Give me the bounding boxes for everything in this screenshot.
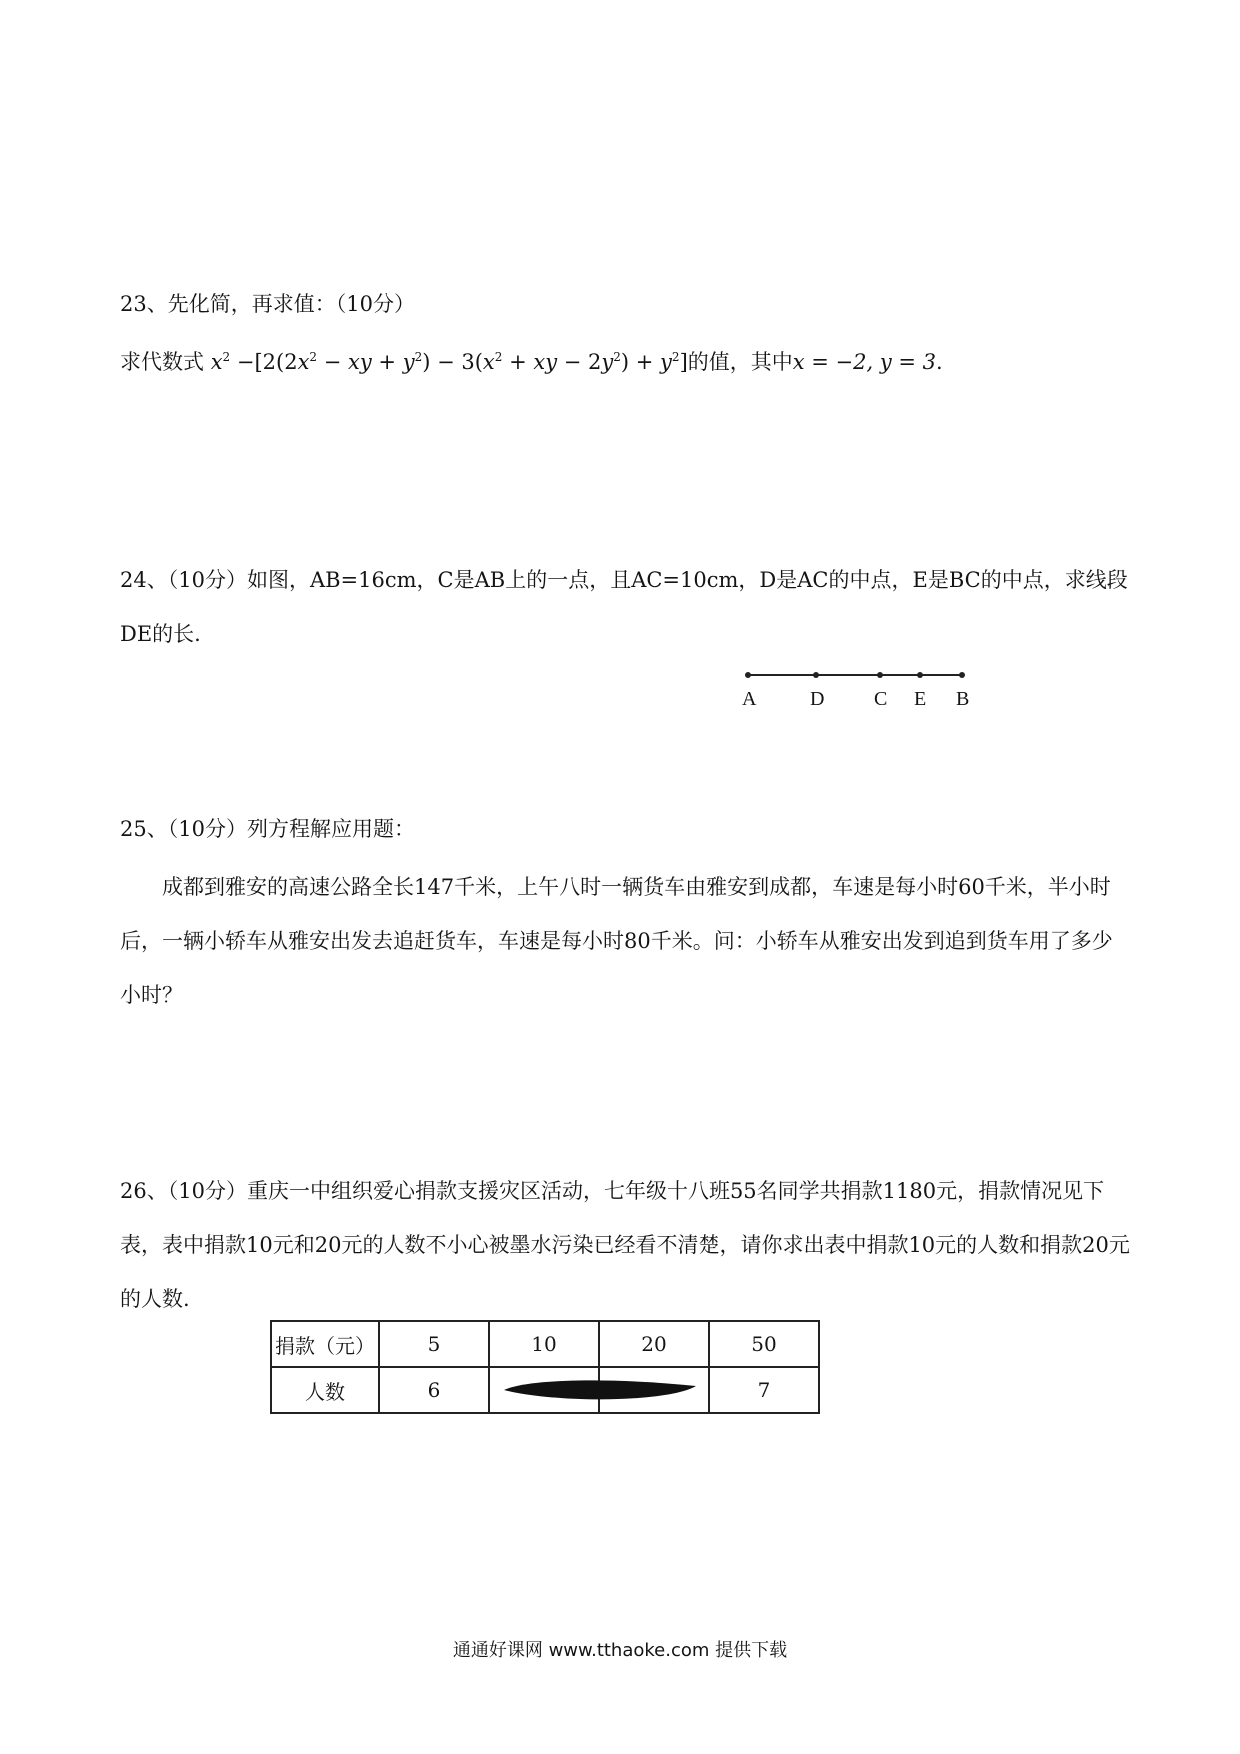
q23-expression-line (120, 350, 943, 375)
q23-suffix: 的值，其中 (687, 350, 793, 374)
table-header-amount: 捐款（元） (271, 1321, 379, 1367)
point-c-label: C (874, 688, 888, 710)
q26-text: 26、（10分）重庆一中组织爱心捐款支援灾区活动，七年级十八班55名同学共捐款1180元，捐款情况见下表，表中捐款10元和20元的人数不小心被墨水污染已经看不清楚，请你求出表中捐款10元的人数和捐款20元的人数. (120, 1179, 1130, 1311)
point-e-label: E (914, 688, 927, 710)
point-d-label: D (810, 688, 825, 710)
q23-heading: 23、先化简，再求值：（10分） (120, 292, 415, 316)
table-cell: 5 (379, 1321, 489, 1367)
table-cell: 20 (599, 1321, 709, 1367)
ink-blot (500, 1376, 700, 1406)
table-row (271, 1321, 819, 1367)
q25-body: 成都到雅安的高速公路全长147千米，上午八时一辆货车由雅安到成都，车速是每小时60千米，半小时后，一辆小轿车从雅安出发去追赶货车，车速是每小时80千米。问：小轿车从雅安出发到追到货车用了多少小时？ (120, 875, 1113, 1007)
point-b-label: B (956, 688, 970, 710)
q23-end: . (936, 350, 943, 374)
point-e-dot (917, 672, 923, 678)
point-a-label: A (742, 688, 757, 710)
table-header-count: 人数 (271, 1367, 379, 1413)
q25-heading: 25、（10分）列方程解应用题： (120, 817, 415, 841)
point-b-dot (959, 672, 965, 678)
ink-stain-shape (504, 1380, 696, 1399)
page-footer: 通通好课网 www.tthaoke.com 提供下载 (452, 1640, 788, 1661)
table-cell: 6 (379, 1367, 489, 1413)
table-cell: 7 (709, 1367, 819, 1413)
q23-condition: x = −2, y = 3 (792, 350, 937, 374)
q23-expression: $x^2 -[2(2x^2$ − xy + $y^2) - 3(x^2$ + xy − $2y^2) + y^2$] (210, 350, 688, 374)
table-cell: 50 (709, 1321, 819, 1367)
q23-prefix: 求代数式 (120, 350, 204, 374)
table-cell: 10 (489, 1321, 599, 1367)
q24-segment-figure (740, 655, 980, 715)
point-d-dot (813, 672, 819, 678)
q24-text: 24、（10分）如图，AB=16cm，C是AB上的一点，且AC=10cm，D是AC的中点，E是BC的中点，求线段DE的长. (120, 568, 1128, 646)
point-c-dot (877, 672, 883, 678)
point-a-dot (745, 672, 751, 678)
